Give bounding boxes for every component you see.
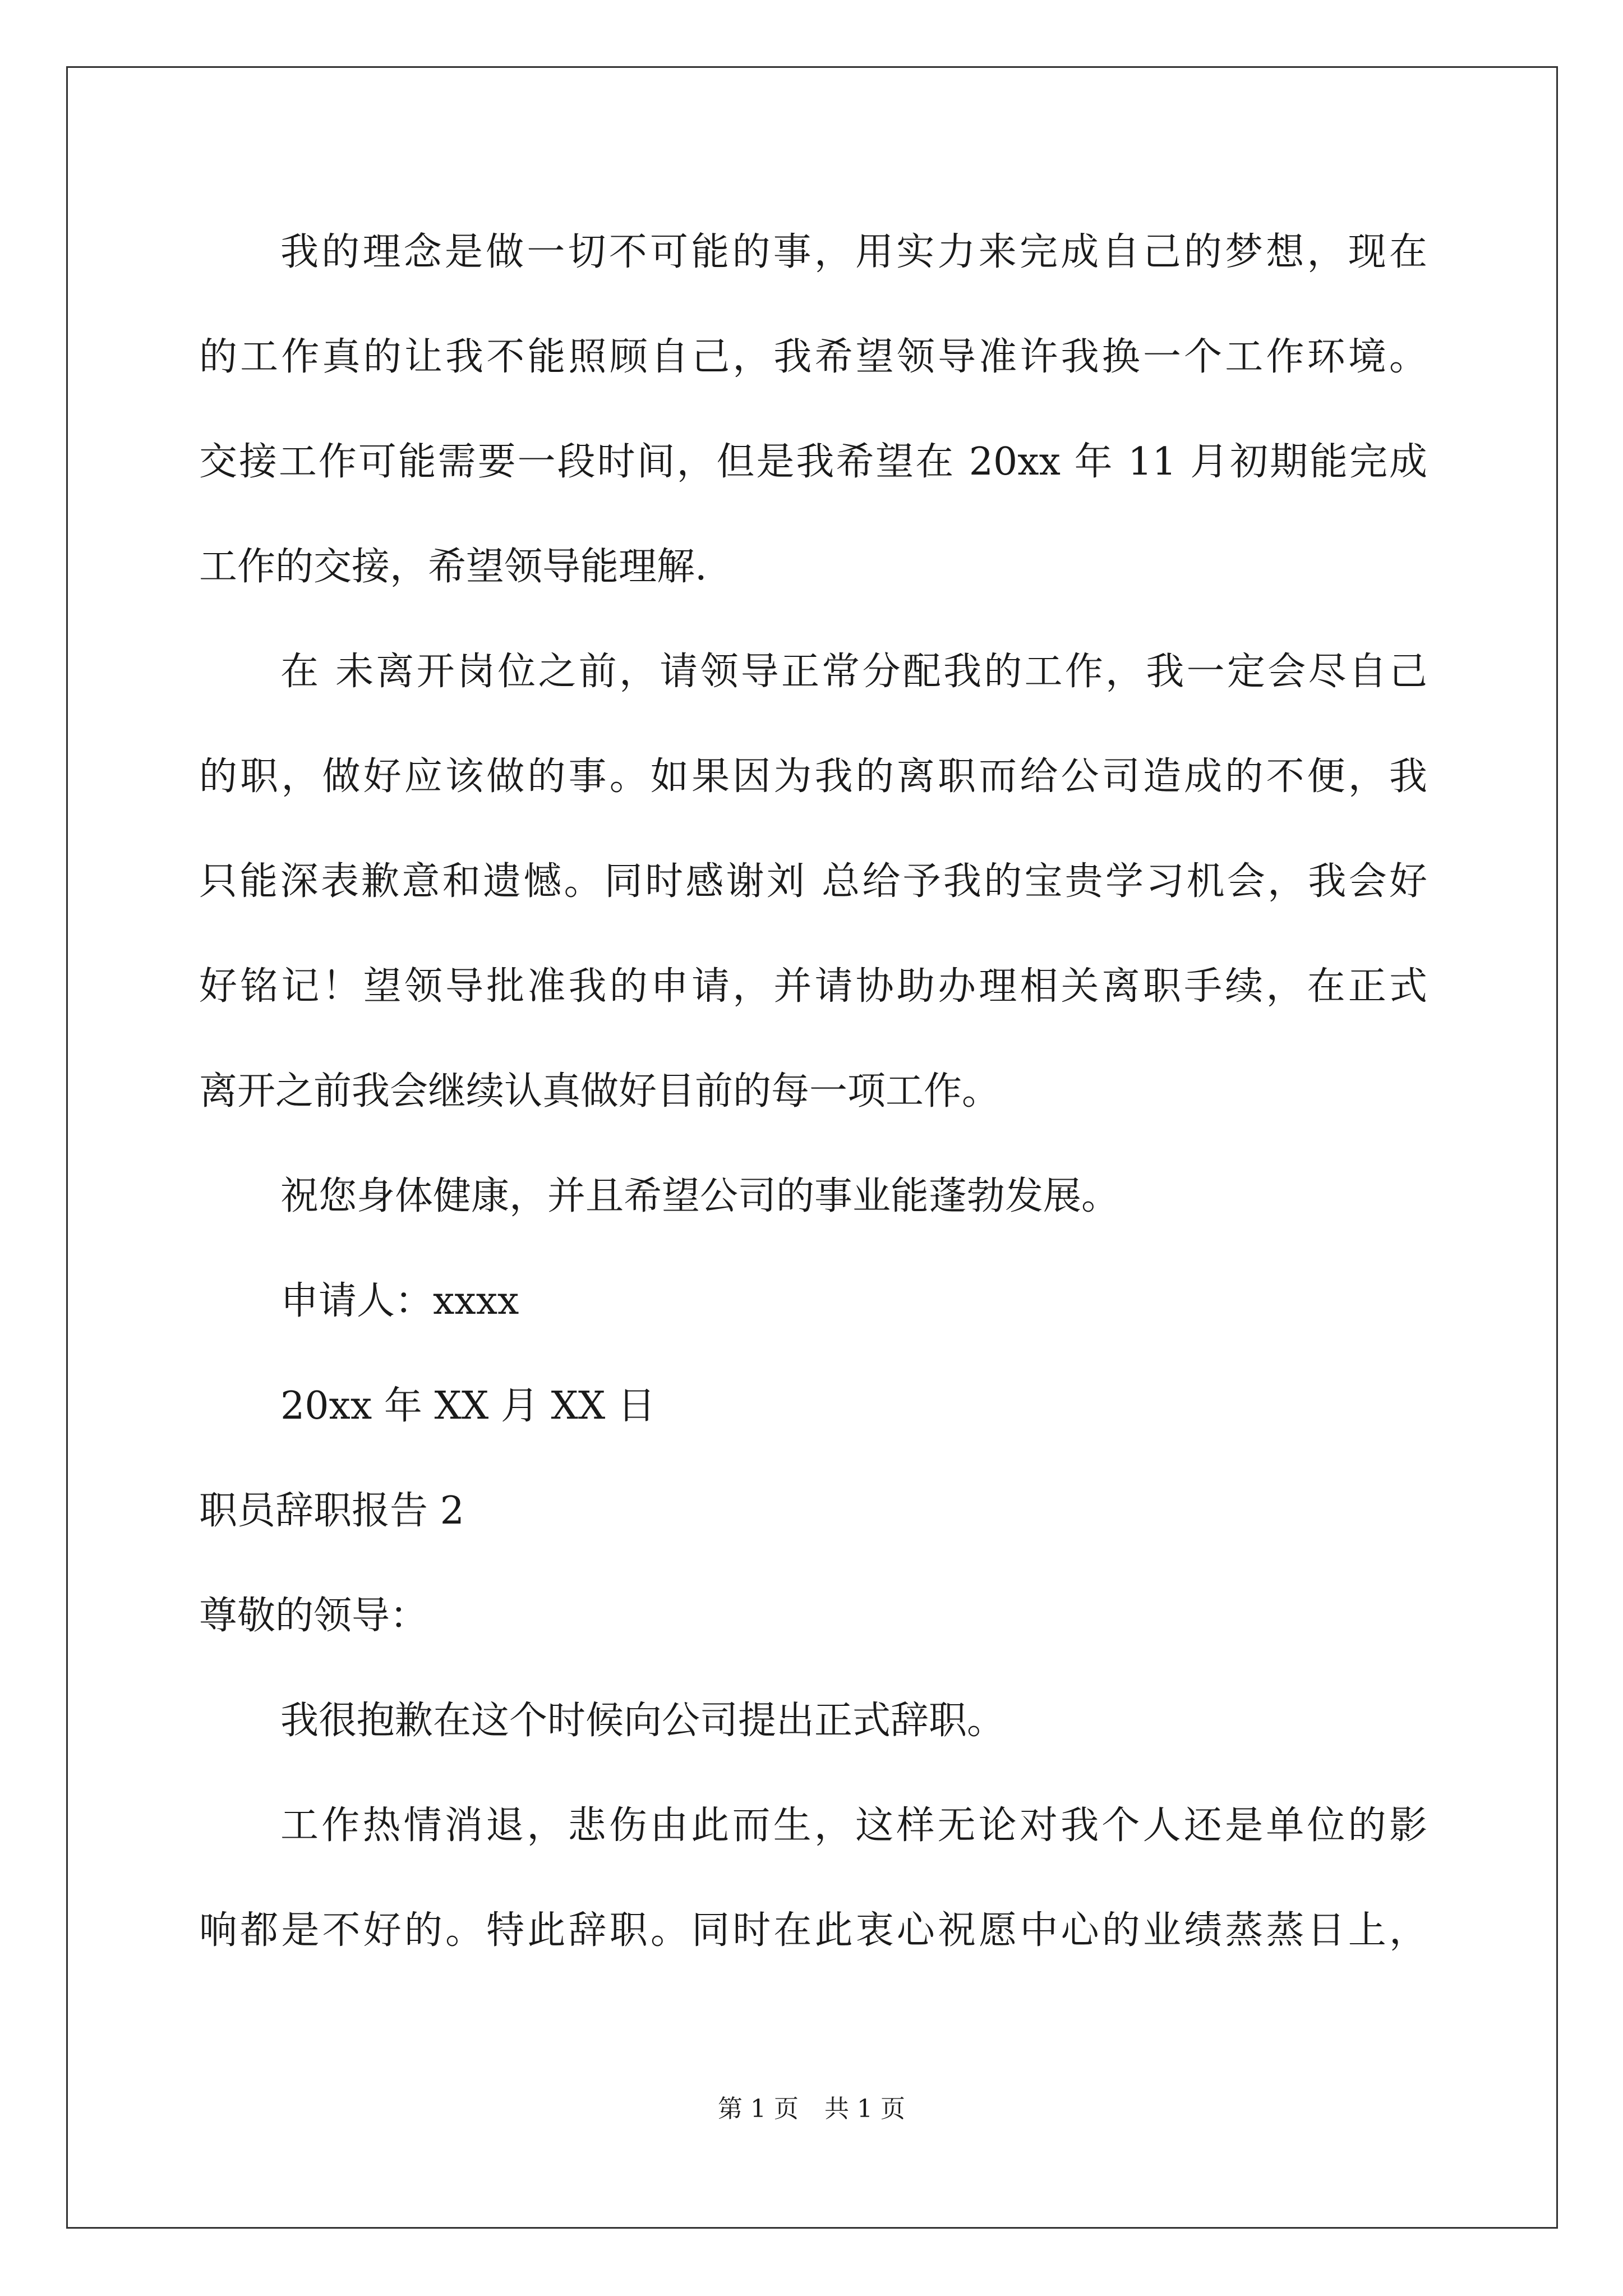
paragraph-line: 我很抱歉在这个时候向公司提出正式辞职。 — [280, 1699, 1006, 1743]
page-total: 共 1 页 — [824, 2095, 905, 2123]
paragraph-line: 工作的交接，希望领导能理解. — [199, 545, 707, 589]
paragraph-line: 的工作真的让我不能照顾自己，我希望领导准许我换一个工作环境。 — [199, 335, 1427, 379]
paragraph-line: 离开之前我会继续认真做好目前的每一项工作。 — [199, 1069, 1000, 1114]
section-title: 职员辞职报告 2 — [199, 1489, 464, 1533]
letter-date: 20xx 年 XX 月 XX 日 — [280, 1384, 656, 1428]
page-number: 第 1 页 — [718, 2095, 799, 2123]
paragraph-line: 的职，做好应该做的事。如果因为我的离职而给公司造成的不便，我 — [199, 754, 1427, 799]
paragraph-line: 好铭记！望领导批准我的申请，并请协助办理相关离职手续，在正式 — [199, 964, 1427, 1009]
closing-wish: 祝您身体健康，并且希望公司的事业能蓬勃发展。 — [280, 1174, 1120, 1218]
paragraph-line: 我的理念是做一切不可能的事，用实力来完成自己的梦想，现在 — [280, 230, 1427, 274]
paragraph-line: 响都是不好的。特此辞职。同时在此衷心祝愿中心的业绩蒸蒸日上， — [199, 1908, 1427, 1953]
applicant-signature: 申请人：xxxx — [280, 1279, 519, 1323]
paragraph-line: 在 未离开岗位之前，请领导正常分配我的工作，我一定会尽自己 — [280, 650, 1427, 694]
paragraph-line: 交接工作可能需要一段时间，但是我希望在 20xx 年 11 月初期能完成 — [199, 440, 1427, 484]
paragraph-line: 只能深表歉意和遗憾。同时感谢刘 总给予我的宝贵学习机会，我会好 — [199, 859, 1427, 904]
paragraph-line: 工作热情消退，悲伤由此而生，这样无论对我个人还是单位的影 — [280, 1803, 1427, 1848]
document-body — [199, 222, 1427, 2005]
salutation: 尊敬的领导： — [199, 1594, 428, 1638]
page-footer — [0, 2092, 1623, 2126]
